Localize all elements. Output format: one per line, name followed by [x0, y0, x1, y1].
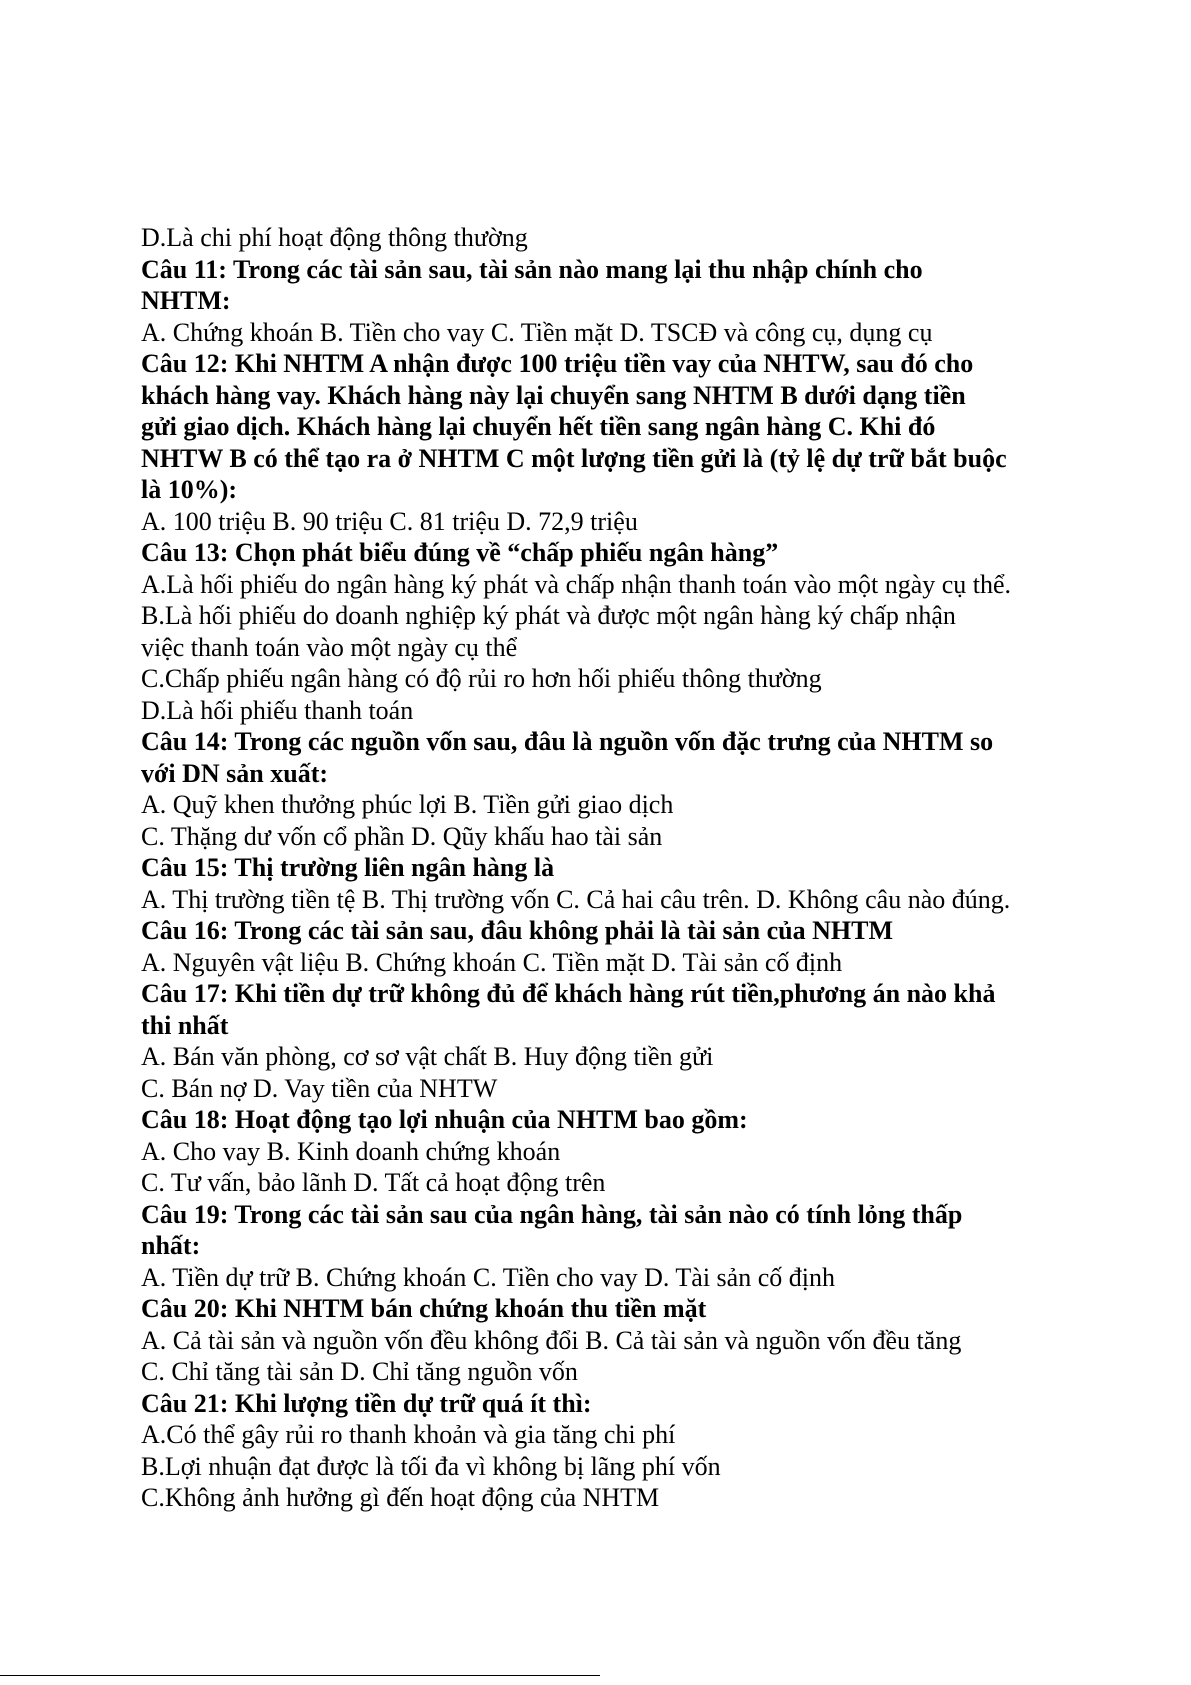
footer-divider — [0, 1675, 600, 1676]
question-text-line: Câu 16: Trong các tài sản sau, đâu không phải là tài sản của NHTM — [141, 916, 893, 945]
question-text-line: khách hàng vay. Khách hàng này lại chuyển sang NHTM B dưới dạng tiền — [141, 380, 966, 410]
question-text-line: Câu 15: Thị trường liên ngân hàng là — [141, 853, 555, 882]
answer-text-line: C.Chấp phiếu ngân hàng có độ rủi ro hơn hối phiếu thông thường — [141, 664, 822, 693]
answer-text-line: C. Chỉ tăng tài sản D. Chỉ tăng nguồn vốn — [141, 1357, 578, 1386]
answer-text-line: C. Thặng dư vốn cổ phần D. Qũy khấu hao tài sản — [141, 821, 663, 851]
answer-text-line: D.Là chi phí hoạt động thông thường — [141, 223, 528, 252]
question-text-line: gửi giao dịch. Khách hàng lại chuyển hết tiền sang ngân hàng C. Khi đó — [141, 412, 936, 441]
answer-text-line: B.Lợi nhuận đạt được là tối đa vì không bị lãng phí vốn — [141, 1451, 721, 1481]
answer-text-line: C. Tư vấn, bảo lãnh D. Tất cả hoạt động trên — [141, 1168, 606, 1197]
answer-text-line: việc thanh toán vào một ngày cụ thể — [141, 632, 518, 662]
document-body — [141, 222, 1151, 1514]
question-text-line: Câu 11: Trong các tài sản sau, tài sản nào mang lại thu nhập chính cho — [141, 254, 923, 284]
question-text-line: Câu 17: Khi tiền dự trữ không đủ để khách hàng rút tiền,phương án nào khả — [141, 979, 996, 1008]
question-text-line: Câu 18: Hoạt động tạo lợi nhuận của NHTM bao gồm: — [141, 1105, 748, 1134]
answer-text-line: A. Bán văn phòng, cơ sơ vật chất B. Huy động tiền gửi — [141, 1042, 714, 1071]
question-text-line: NHTM: — [141, 286, 231, 315]
answer-text-line: A. Nguyên vật liệu B. Chứng khoán C. Tiền mặt D. Tài sản cố định — [141, 947, 843, 977]
question-text-line: với DN sản xuất: — [141, 758, 329, 788]
question-text-line: Câu 19: Trong các tài sản sau của ngân hàng, tài sản nào có tính lỏng thấp — [141, 1199, 963, 1229]
answer-text-line: D.Là hối phiếu thanh toán — [141, 695, 414, 725]
answer-text-line: C.Không ảnh hưởng gì đến hoạt động của NHTM — [141, 1483, 660, 1512]
answer-text-line: A. Chứng khoán B. Tiền cho vay C. Tiền mặt D. TSCĐ và công cụ, dụng cụ — [141, 317, 933, 347]
answer-text-line: A.Là hối phiếu do ngân hàng ký phát và chấp nhận thanh toán vào một ngày cụ thể. — [141, 569, 1012, 599]
question-text-line: nhất: — [141, 1231, 201, 1260]
answer-text-line: C. Bán nợ D. Vay tiền của NHTW — [141, 1073, 498, 1103]
question-text-line: Câu 20: Khi NHTM bán chứng khoán thu tiền mặt — [141, 1294, 707, 1323]
answer-text-line: A. Thị trường tiền tệ B. Thị trường vốn C. Cả hai câu trên. D. Không câu nào đúng. — [141, 884, 1011, 914]
question-text-line: Câu 21: Khi lượng tiền dự trữ quá ít thì: — [141, 1388, 592, 1418]
answer-text-line: A. Tiền dự trữ B. Chứng khoán C. Tiền cho vay D. Tài sản cố định — [141, 1262, 835, 1292]
question-text-line: NHTW B có thể tạo ra ở NHTM C một lượng tiền gửi là (tỷ lệ dự trữ bắt buộc — [141, 443, 1007, 473]
answer-text-line: A. Cả tài sản và nguồn vốn đều không đổi B. Cả tài sản và nguồn vốn đều tăng — [141, 1325, 962, 1355]
answer-text-line: A. Cho vay B. Kinh doanh chứng khoán — [141, 1136, 561, 1166]
question-text-line: Câu 12: Khi NHTM A nhận được 100 triệu tiền vay của NHTW, sau đó cho — [141, 349, 974, 378]
question-text-line: là 10%): — [141, 475, 238, 504]
question-text-line: Câu 13: Chọn phát biểu đúng về “chấp phiếu ngân hàng” — [141, 538, 779, 567]
question-text-line: Câu 14: Trong các nguồn vốn sau, đâu là nguồn vốn đặc trưng của NHTM so — [141, 727, 994, 756]
question-text-line: thi nhất — [141, 1010, 229, 1040]
answer-text-line: A.Có thể gây rủi ro thanh khoản và gia tăng chi phí — [141, 1420, 676, 1449]
answer-text-line: A. 100 triệu B. 90 triệu C. 81 triệu D. 72,9 triệu — [141, 506, 638, 536]
answer-text-line: B.Là hối phiếu do doanh nghiệp ký phát và được một ngân hàng ký chấp nhận — [141, 601, 956, 630]
answer-text-line: A. Quỹ khen thưởng phúc lợi B. Tiền gửi giao dịch — [141, 790, 674, 819]
